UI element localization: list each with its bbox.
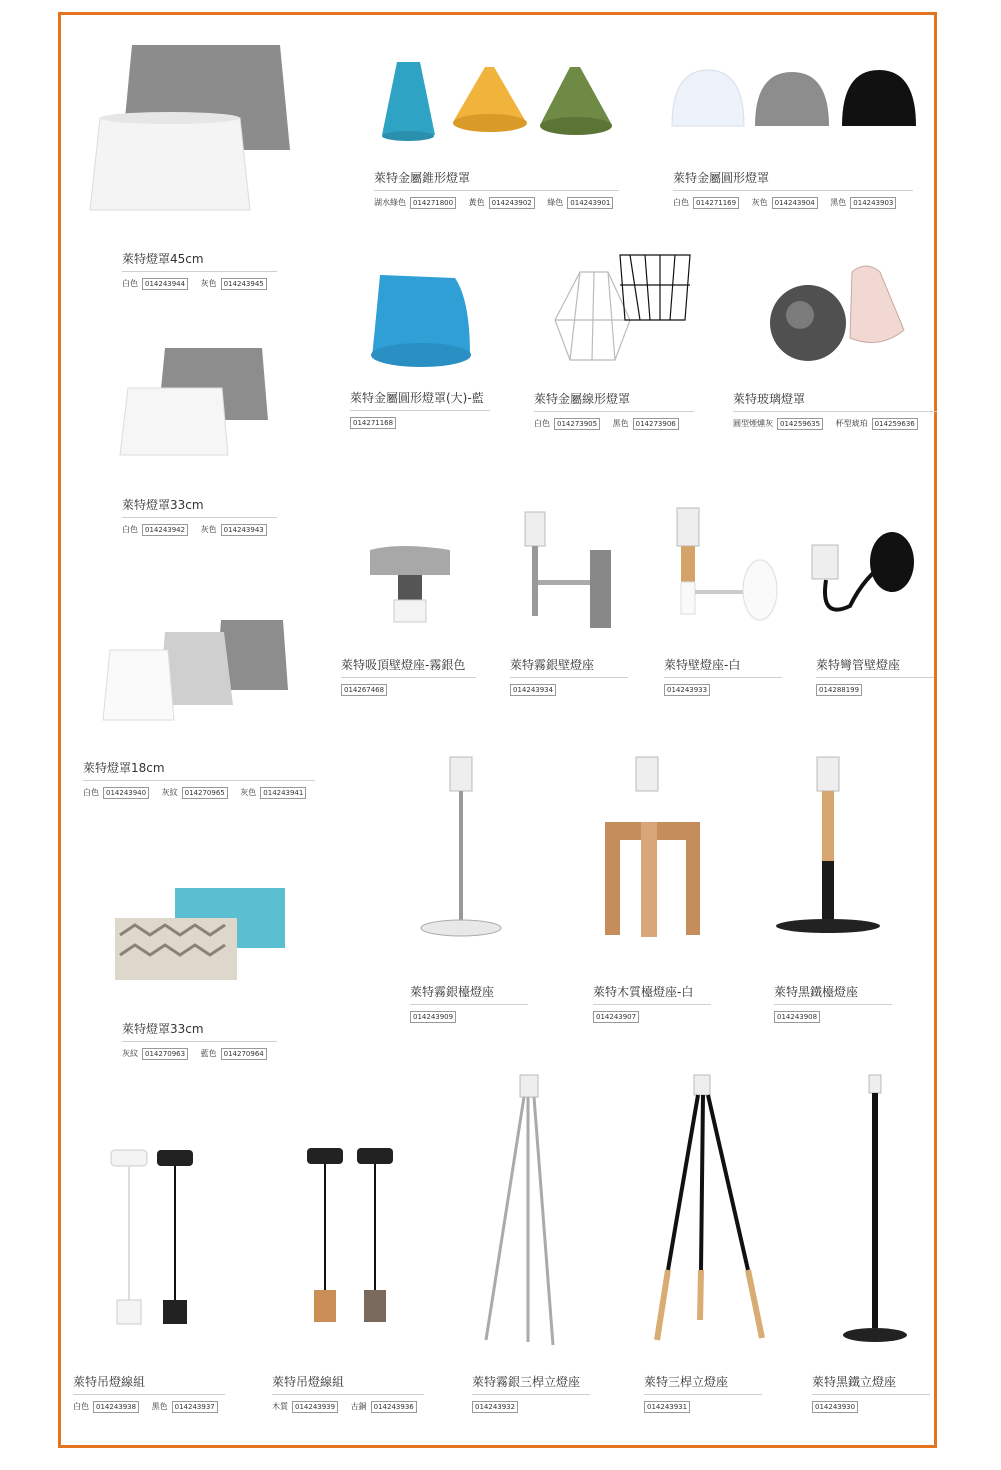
option-label: 白色 — [122, 279, 138, 288]
product-name: 萊特霧銀三桿立燈座 — [472, 1373, 590, 1395]
product-code: 014270964 — [221, 1048, 267, 1060]
product-name: 萊特金屬線形燈罩 — [534, 390, 694, 412]
option-label: 湖水綠色 — [374, 198, 406, 207]
floor-lamp-bases-image — [486, 1075, 907, 1345]
product-card — [816, 656, 934, 696]
option-label: 黃色 — [468, 198, 485, 207]
product-name: 萊特吸頂壁燈座-霧銀色 — [341, 656, 476, 678]
product-code: 014243944 — [142, 278, 188, 290]
product-code: 014273906 — [633, 418, 679, 430]
product-name: 萊特三桿立燈座 — [644, 1373, 762, 1395]
product-card — [122, 250, 277, 290]
fabric-shade-45cm-image — [90, 45, 290, 210]
product-code: 014243930 — [812, 1401, 858, 1413]
product-card — [733, 390, 937, 430]
product-code: 014243937 — [172, 1401, 218, 1413]
option-label: 灰色 — [240, 788, 257, 797]
product-name: 萊特燈罩45cm — [122, 250, 277, 272]
product-name: 萊特玻璃燈罩 — [733, 390, 937, 412]
glass-shades-image — [770, 266, 904, 361]
product-name: 萊特燈罩18cm — [83, 759, 315, 781]
wall-lamp-bases-image — [370, 508, 914, 628]
product-codes — [122, 278, 277, 290]
product-card — [272, 1373, 424, 1413]
product-code: 014259635 — [777, 418, 823, 430]
product-card — [350, 389, 490, 429]
product-codes — [472, 1401, 590, 1413]
product-card — [593, 983, 711, 1023]
product-codes — [83, 787, 315, 799]
product-code: 014243909 — [410, 1011, 456, 1023]
option-label: 古銅 — [350, 1402, 367, 1411]
product-card — [774, 983, 892, 1023]
product-name: 萊特金屬錐形燈罩 — [374, 169, 619, 191]
product-card — [510, 656, 628, 696]
product-code: 014243940 — [103, 787, 149, 799]
option-label: 黑色 — [612, 419, 629, 428]
product-name: 萊特金屬圓形燈罩 — [673, 169, 913, 191]
product-code: 014243943 — [221, 524, 267, 536]
option-label: 白色 — [122, 525, 138, 534]
option-label: 圓型煙燻灰 — [733, 419, 773, 428]
option-label: 灰紋 — [161, 788, 178, 797]
product-code: 014243934 — [510, 684, 556, 696]
product-name: 萊特霧銀壁燈座 — [510, 656, 628, 678]
product-name: 萊特吊燈線組 — [73, 1373, 225, 1395]
product-code: 014243942 — [142, 524, 188, 536]
product-card — [83, 759, 315, 799]
product-code: 014243903 — [850, 197, 896, 209]
product-codes — [774, 1011, 892, 1023]
blue-dome-shade-image — [371, 275, 471, 367]
option-label: 灰色 — [200, 525, 217, 534]
product-name: 萊特金屬圓形燈罩(大)-藍 — [350, 389, 490, 411]
product-code: 014273905 — [554, 418, 600, 430]
product-code: 014271168 — [350, 417, 396, 429]
option-label: 白色 — [83, 788, 99, 797]
product-codes — [816, 684, 934, 696]
product-card — [73, 1373, 225, 1413]
product-card — [664, 656, 782, 696]
option-label: 綠色 — [547, 198, 564, 207]
product-codes — [73, 1401, 225, 1413]
product-code: 014243939 — [292, 1401, 338, 1413]
product-card — [410, 983, 528, 1023]
product-card — [812, 1373, 930, 1413]
product-code: 014270963 — [142, 1048, 188, 1060]
product-card — [673, 169, 913, 209]
product-codes — [510, 684, 628, 696]
option-label: 灰色 — [751, 198, 768, 207]
option-label: 白色 — [73, 1402, 89, 1411]
product-codes — [534, 418, 694, 430]
product-name: 萊特黑鐵立燈座 — [812, 1373, 930, 1395]
product-name: 萊特霧銀檯燈座 — [410, 983, 528, 1005]
product-name: 萊特燈罩33cm — [122, 1020, 277, 1042]
product-code: 014267468 — [341, 684, 387, 696]
product-code: 014243931 — [644, 1401, 690, 1413]
dome-shades-image — [672, 70, 916, 126]
product-codes — [644, 1401, 762, 1413]
product-codes — [341, 684, 476, 696]
product-code: 014243938 — [93, 1401, 139, 1413]
product-code: 014270965 — [182, 787, 228, 799]
fabric-shade-18cm-image — [103, 620, 288, 720]
product-code: 014243904 — [772, 197, 818, 209]
product-codes — [733, 418, 937, 430]
product-name: 萊特燈罩33cm — [122, 496, 277, 518]
option-label: 黑色 — [830, 198, 847, 207]
option-label: 杯型琥珀 — [835, 419, 868, 428]
product-code: 014243908 — [774, 1011, 820, 1023]
product-code: 014243941 — [260, 787, 306, 799]
product-codes — [673, 197, 913, 209]
product-code: 014271800 — [410, 197, 456, 209]
product-codes — [122, 524, 277, 536]
product-code: 014288199 — [816, 684, 862, 696]
option-label: 白色 — [534, 419, 550, 428]
product-name: 萊特木質檯燈座-白 — [593, 983, 711, 1005]
product-codes — [350, 417, 490, 429]
product-code: 014243933 — [664, 684, 710, 696]
product-code: 014243945 — [221, 278, 267, 290]
product-card — [122, 1020, 277, 1060]
product-card — [341, 656, 476, 696]
product-name: 萊特彎管壁燈座 — [816, 656, 934, 678]
product-codes — [374, 197, 619, 209]
option-label: 黑色 — [151, 1402, 168, 1411]
option-label: 木質 — [272, 1402, 288, 1411]
pendant-cords-image — [111, 1148, 393, 1324]
product-code: 014243901 — [567, 197, 613, 209]
product-card — [534, 390, 694, 430]
product-code: 014243936 — [371, 1401, 417, 1413]
table-lamp-bases-image — [421, 757, 880, 937]
product-card — [122, 496, 277, 536]
product-code: 014271169 — [693, 197, 739, 209]
cone-shades-image — [382, 62, 612, 141]
product-codes — [664, 684, 782, 696]
option-label: 藍色 — [200, 1049, 217, 1058]
product-card — [374, 169, 619, 209]
product-codes — [812, 1401, 930, 1413]
product-card — [644, 1373, 762, 1413]
fabric-shade-33cm-image — [120, 348, 268, 455]
product-name: 萊特黑鐵檯燈座 — [774, 983, 892, 1005]
option-label: 灰紋 — [122, 1049, 138, 1058]
product-codes — [122, 1048, 277, 1060]
option-label: 灰色 — [200, 279, 217, 288]
product-code: 014243902 — [489, 197, 535, 209]
drum-shade-33cm-image — [115, 888, 285, 980]
product-name: 萊特吊燈線組 — [272, 1373, 424, 1395]
product-code: 014259636 — [872, 418, 918, 430]
product-name: 萊特壁燈座-白 — [664, 656, 782, 678]
product-codes — [410, 1011, 528, 1023]
product-codes — [272, 1401, 424, 1413]
product-card — [472, 1373, 590, 1413]
option-label: 白色 — [673, 198, 689, 207]
product-codes — [593, 1011, 711, 1023]
product-code: 014243932 — [472, 1401, 518, 1413]
wire-shades-image — [555, 255, 690, 360]
product-code: 014243907 — [593, 1011, 639, 1023]
